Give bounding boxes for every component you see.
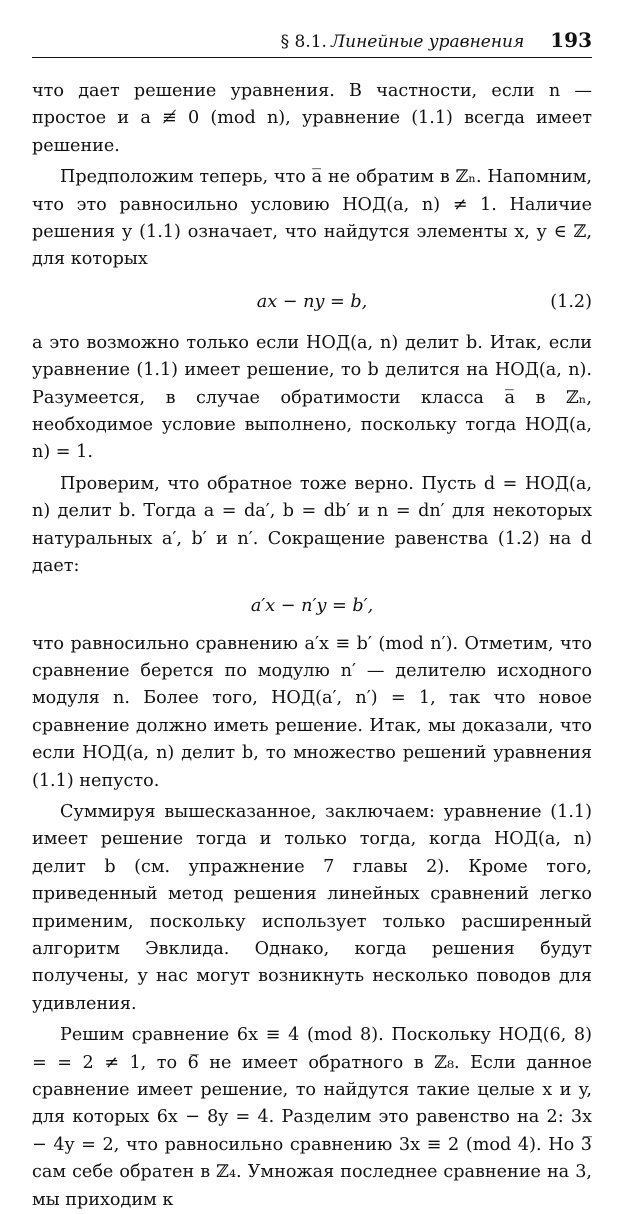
header-rule [32,57,592,58]
equation-1-2-body: ax − ny = b, [256,291,368,312]
section-title: Линейные уравнения [330,32,525,52]
equation-reduced-body: a′x − n′y = b′, [250,595,374,616]
paragraph-1: что дает решение уравнения. В частности, если n — простое и a ≢ 0 (mod n), уравнение (1.1) всегда имеет решение. [32,81,592,156]
paragraph-3: а это возможно только если НОД(a, n) делит b. Итак, если уравнение (1.1) имеет решение, то b делится на НОД(a, n). Разумеется, в случае обратимости класса a̅ в ℤₙ, необходимое условие выполнено, поскольку тогда НОД(a, n) = 1. [32,332,592,463]
paragraph-6: Суммируя вышесказанное, заключаем: уравнение (1.1) имеет решение тогда и только тогда, когда НОД(a, n) делит b (см. упражнение 7 главы 2). Кроме того, приведенный метод решения линейных сравнений легко применим, поскольку использует только расширенный алгоритм Эвклида. Однако, когда решения будут получены, у нас могут возникнуть несколько поводов для удивления. [32,801,592,1014]
equation-reduced [32,581,592,631]
main-text [32,78,592,1214]
paragraph-4: Проверим, что обратное тоже верно. Пусть d = НОД(a, n) делит b. Тогда a = da′, b = db′ и n = dn′ для некоторых натуральных a′, b′ и n′. Сокращение равенства (1.2) на d дает: [32,473,592,577]
paragraph-2: Предположим теперь, что a̅ не обратим в ℤₙ. Напомним, что это равносильно условию НОД(a, n) ≠ 1. Наличие решения у (1.1) означает, что найдутся элементы x, y ∈ ℤ, для которых [32,167,592,270]
equation-1-2-number: (1.2) [550,291,592,312]
running-head [32,28,592,52]
page-number: 193 [550,28,592,52]
section-number: § 8.1. [280,32,327,52]
paragraph-5: что равносильно сравнению a′x ≡ b′ (mod n′). Отметим, что сравнение берется по модулю n′ — делителю исходного модуля n. Более того, НОД(a′, n′) = 1, так что новое сравнение должно иметь решение. Итак, мы доказали, что если НОД(a, n) делит b, то множество решений уравнения (1.1) непусто. [32,633,592,791]
paragraph-7: Решим сравнение 6x ≡ 4 (mod 8). Поскольку НОД(6, 8) = = 2 ≠ 1, то 6̅ не имеет обратного в ℤ₈. Если данное сравнение имеет решение, то найдутся такие целые x и y, для которых 6x − 8y = 4. Разделим это равенство на 2: 3x − 4y = 2, что равносильно сравнению 3x ≡ 2 (mod 4). Но 3̅ сам себе обратен в ℤ₄. Умножая последнее сравнение на 3, мы приходим к [32,1025,592,1210]
equation-1-2 [32,274,592,330]
